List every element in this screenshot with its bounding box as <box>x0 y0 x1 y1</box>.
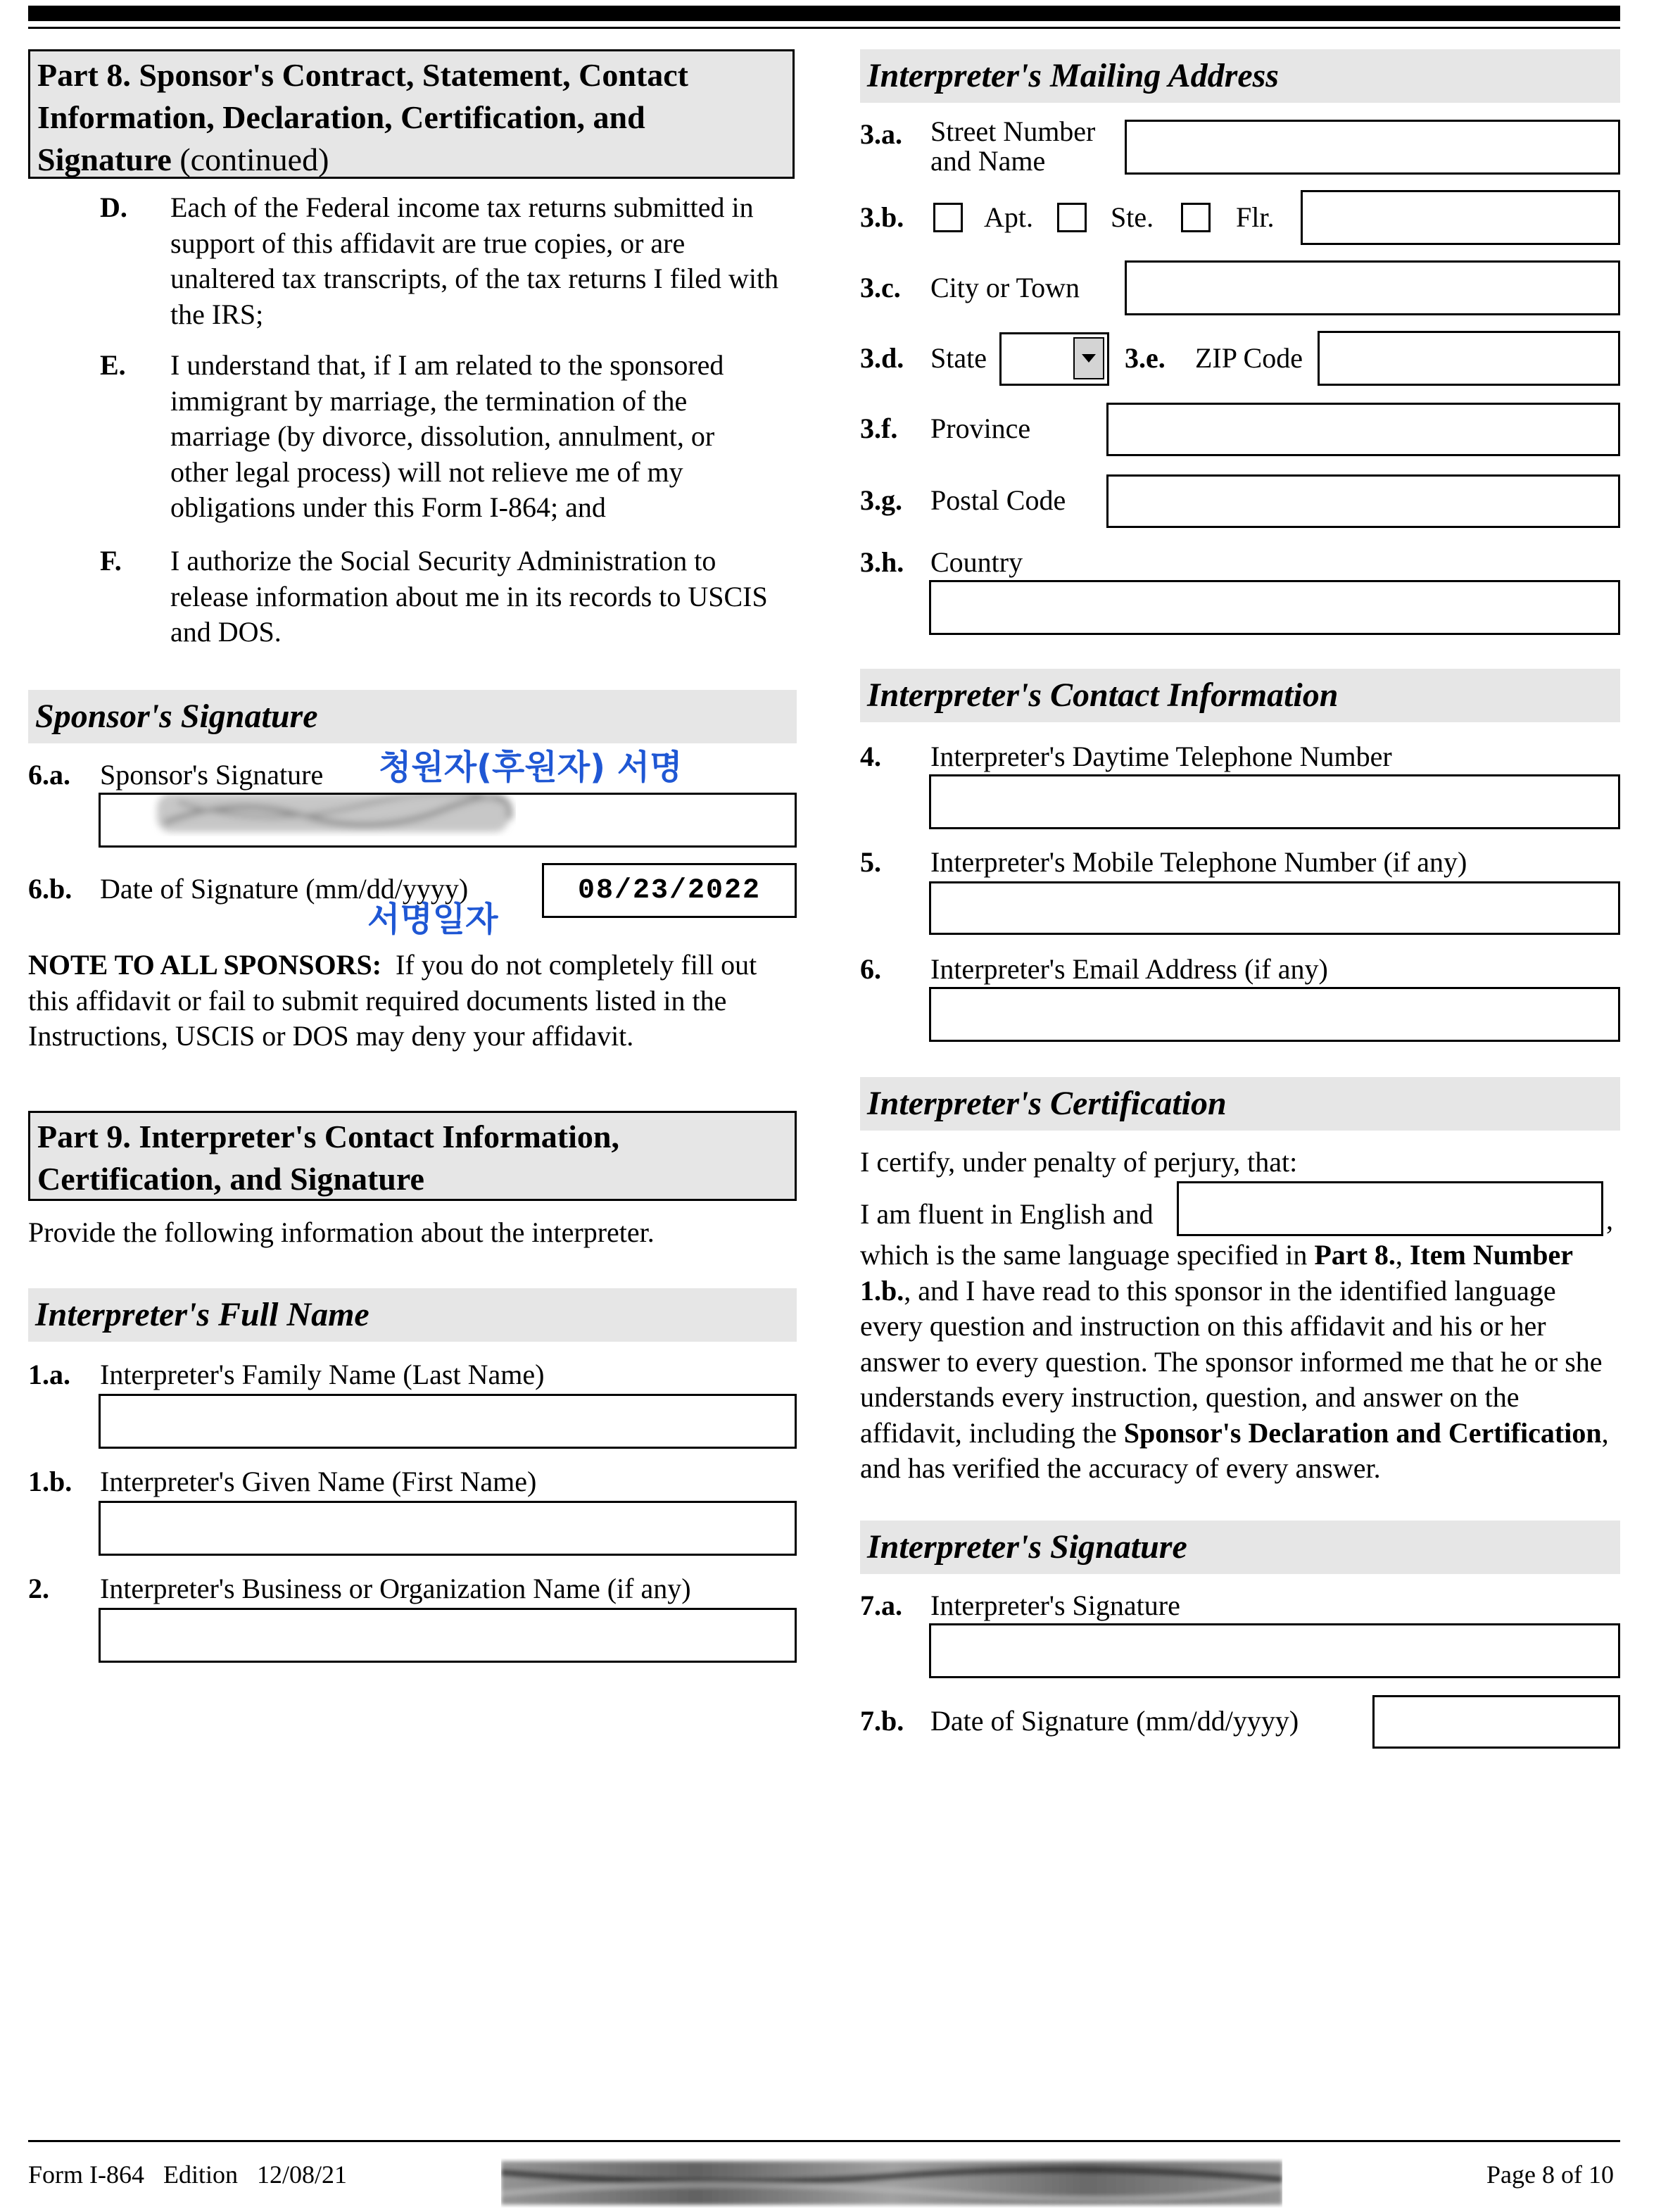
zip-num: 3.e. <box>1125 342 1166 374</box>
sponsor-date-field[interactable]: 08/23/2022 <box>542 863 797 918</box>
apt-checkbox[interactable] <box>933 203 963 232</box>
note-bold: NOTE TO ALL SPONSORS: <box>28 949 382 981</box>
signature-scribble-icon <box>150 793 516 837</box>
cert-bold-2: Item Number 1.b. <box>860 1239 1573 1307</box>
cert-text-3: , and I have read to this sponsor in the identified language every question and instruction on this affidavit and his or her answer to every question. The sponsor informed me that he or she understands every instruction, question, and answer on the affidavit, including the <box>860 1274 1603 1449</box>
item-e-text: I understand that, if I am related to the sponsored immigrant by marriage, the termination of the marriage (by divorce, dissolution, annulment, or other legal process) will not relieve me of my obligations under this Form I-864; and <box>170 349 724 523</box>
footer-form-edition: Form I-864 Edition 12/08/21 <box>28 2160 347 2189</box>
apt-label: Apt. <box>984 201 1033 233</box>
business-name-num: 2. <box>28 1573 49 1604</box>
given-name-num: 1.b. <box>28 1466 72 1497</box>
item-f-text: I authorize the Social Security Administration to release information about me in its records to USCIS and DOS. <box>170 545 768 648</box>
interp-sig-num: 7.a. <box>860 1590 902 1621</box>
city-field[interactable] <box>1125 260 1620 315</box>
city-num: 3.c. <box>860 272 901 303</box>
cert-text-1: which is the same language specified in <box>860 1239 1315 1271</box>
part8-title: Part 8. Sponsor's Contract, Statement, Contact Information, Declaration, Certification, and Signature <box>37 57 688 177</box>
email-field[interactable] <box>929 987 1620 1042</box>
given-name-field[interactable] <box>99 1501 797 1556</box>
item-e-letter: E. <box>100 349 126 381</box>
street-num: 3.a. <box>860 118 902 150</box>
interp-sig-label: Interpreter's Signature <box>930 1590 1180 1621</box>
province-field[interactable] <box>1106 403 1620 456</box>
daytime-phone-num: 4. <box>860 741 881 772</box>
street-label-2: and Name <box>930 145 1046 177</box>
certify-line: I certify, under penalty of perjury, that: <box>860 1146 1298 1178</box>
unit-number-field[interactable] <box>1301 190 1620 245</box>
part8-header <box>28 49 795 179</box>
interp-signature-heading: Interpreter's Signature <box>860 1521 1620 1574</box>
chevron-down-icon[interactable] <box>1073 337 1104 379</box>
item-f-letter: F. <box>100 545 122 577</box>
ste-label: Ste. <box>1111 201 1154 233</box>
sponsor-sig-annotation: 청원자(후원자) 서명 <box>379 748 683 787</box>
family-name-field[interactable] <box>99 1394 797 1449</box>
fluent-label: I am fluent in English and <box>860 1198 1154 1230</box>
daytime-phone-field[interactable] <box>929 774 1620 829</box>
state-label: State <box>930 342 987 374</box>
interp-date-field[interactable] <box>1372 1695 1620 1749</box>
zip-label: ZIP Code <box>1195 342 1303 374</box>
cert-bold-3: Sponsor's Declaration and Certification <box>1123 1416 1602 1449</box>
top-rule <box>28 6 1620 21</box>
city-label: City or Town <box>930 272 1080 303</box>
flr-checkbox[interactable] <box>1181 203 1211 232</box>
country-label: Country <box>930 546 1023 578</box>
email-label: Interpreter's Email Address (if any) <box>930 953 1328 985</box>
unit-num: 3.b. <box>860 201 904 233</box>
mobile-phone-num: 5. <box>860 846 881 878</box>
top-rule-thin <box>28 27 1620 29</box>
language-comma: , <box>1606 1204 1613 1235</box>
language-field[interactable] <box>1177 1181 1603 1236</box>
province-label: Province <box>930 413 1031 444</box>
footer-page-number: Page 8 of 10 <box>1486 2160 1614 2189</box>
interp-signature-field[interactable] <box>929 1623 1620 1678</box>
state-num: 3.d. <box>860 342 904 374</box>
mobile-phone-label: Interpreter's Mobile Telephone Number (if any) <box>930 846 1467 878</box>
postal-field[interactable] <box>1106 474 1620 528</box>
part8-continued: (continued) <box>179 141 329 177</box>
footer-rule <box>28 2140 1620 2142</box>
sponsor-sig-num: 6.a. <box>28 759 70 791</box>
sponsor-sig-label: Sponsor's Signature <box>100 759 324 791</box>
sponsor-signature-field[interactable] <box>99 793 797 848</box>
postal-num: 3.g. <box>860 484 902 516</box>
certification-heading: Interpreter's Certification <box>860 1077 1620 1131</box>
cert-bold-1: Part 8. <box>1314 1239 1396 1271</box>
given-name-label: Interpreter's Given Name (First Name) <box>100 1466 537 1497</box>
interp-date-label: Date of Signature (mm/dd/yyyy) <box>930 1705 1299 1737</box>
postal-label: Postal Code <box>930 484 1066 516</box>
province-num: 3.f. <box>860 413 898 444</box>
country-num: 3.h. <box>860 546 904 578</box>
barcode-icon <box>501 2158 1282 2208</box>
interp-date-num: 7.b. <box>860 1705 904 1737</box>
ste-checkbox[interactable] <box>1057 203 1087 232</box>
family-name-num: 1.a. <box>28 1359 70 1390</box>
full-name-heading: Interpreter's Full Name <box>28 1288 797 1342</box>
sponsor-date-num: 6.b. <box>28 873 72 905</box>
sponsor-date-annotation: 서명일자 <box>367 900 498 939</box>
mailing-address-heading: Interpreter's Mailing Address <box>860 49 1620 103</box>
email-num: 6. <box>860 953 881 985</box>
zip-field[interactable] <box>1318 331 1620 386</box>
item-d-letter: D. <box>100 191 127 223</box>
mobile-phone-field[interactable] <box>929 881 1620 935</box>
country-field[interactable] <box>929 580 1620 635</box>
flr-label: Flr. <box>1236 201 1275 233</box>
note-to-sponsors <box>28 948 797 1055</box>
state-select[interactable] <box>999 332 1109 386</box>
part9-intro: Provide the following information about the interpreter. <box>28 1216 655 1248</box>
business-name-field[interactable] <box>99 1608 797 1663</box>
street-label-1: Street Number <box>930 115 1096 147</box>
sponsor-signature-heading: Sponsor's Signature <box>28 690 797 743</box>
note-text: If you do not completely fill out this affidavit or fail to submit required documents listed in the Instructions, USCIS or DOS may deny your affidavit. <box>28 949 757 1052</box>
cert-text-2: , <box>1395 1239 1410 1271</box>
contact-info-heading: Interpreter's Contact Information <box>860 669 1620 722</box>
business-name-label: Interpreter's Business or Organization Name (if any) <box>100 1573 691 1604</box>
sponsor-date-label: Date of Signature (mm/dd/yyyy) <box>100 873 469 905</box>
cert-text-4: , and has verified the accuracy of every answer. <box>860 1416 1609 1484</box>
certification-paragraph <box>860 1238 1620 1487</box>
family-name-label: Interpreter's Family Name (Last Name) <box>100 1359 545 1390</box>
street-field[interactable] <box>1125 120 1620 175</box>
daytime-phone-label: Interpreter's Daytime Telephone Number <box>930 741 1392 772</box>
item-d-text: Each of the Federal income tax returns submitted in support of this affidavit are true copies, or are unaltered tax transcripts, of the tax returns I filed with the IRS; <box>170 191 779 330</box>
part9-header: Part 9. Interpreter's Contact Information, Certification, and Signature <box>28 1111 797 1201</box>
